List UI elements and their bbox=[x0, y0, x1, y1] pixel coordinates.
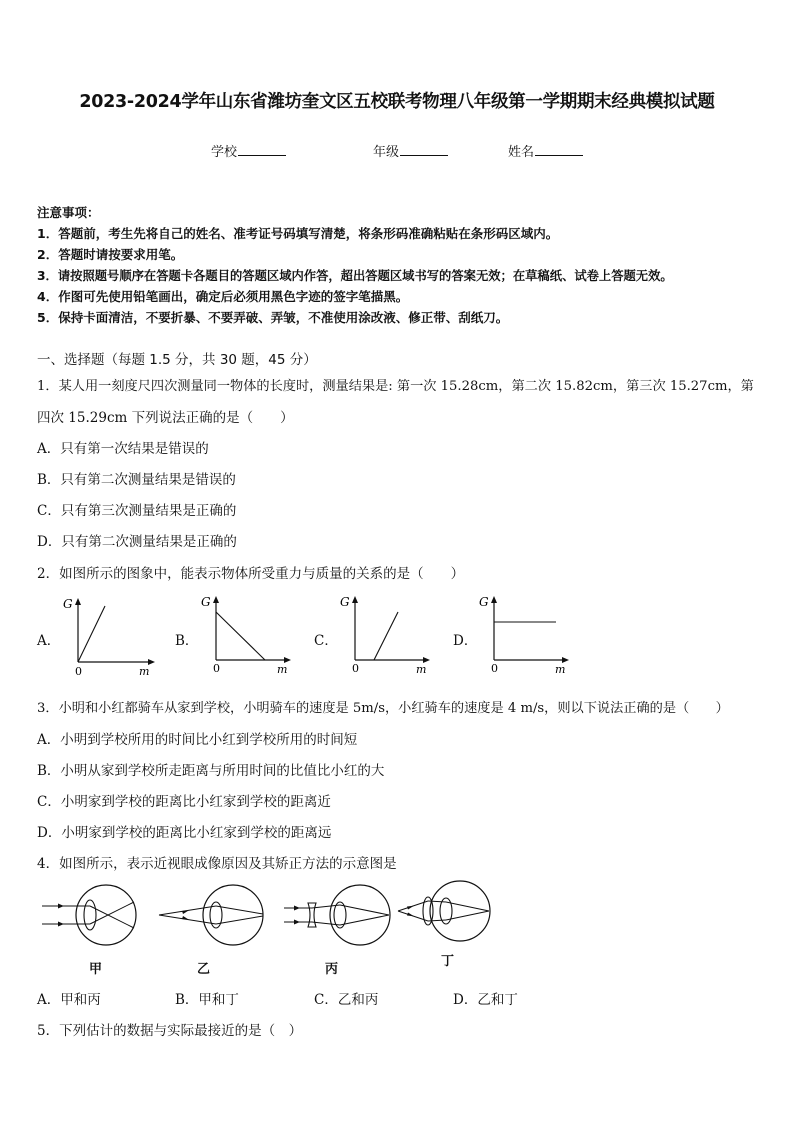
q1-option-d[interactable]: D．只有第二次测量结果是正确的 bbox=[37, 534, 237, 550]
eye-caption-bing: 丙 bbox=[325, 962, 339, 977]
graph-d-y-label: G bbox=[479, 595, 489, 609]
eye-lens bbox=[84, 900, 96, 930]
q1-option-c[interactable]: C．只有第三次测量结果是正确的 bbox=[37, 503, 237, 519]
graph-a bbox=[60, 596, 160, 680]
eye-ball bbox=[203, 885, 263, 945]
q2-option-d-label[interactable]: D． bbox=[453, 633, 478, 649]
graph-c-x-label: m bbox=[416, 663, 427, 676]
ray bbox=[216, 906, 263, 914]
graph-c-y-arrow bbox=[352, 596, 358, 603]
name-field bbox=[508, 141, 583, 160]
name-blank[interactable] bbox=[535, 142, 583, 156]
eye-ball bbox=[330, 885, 390, 945]
q3-option-d[interactable]: D．小明家到学校的距离比小红家到学校的距离远 bbox=[37, 825, 332, 841]
q1-option-a[interactable]: A．只有第一次结果是错误的 bbox=[37, 441, 209, 457]
eye-caption-ding: 丁 bbox=[441, 954, 455, 969]
ray bbox=[428, 920, 446, 921]
q5-stem: 5．下列估计的数据与实际最接近的是（ ） bbox=[37, 1023, 303, 1039]
grade-label: 年级 bbox=[373, 145, 400, 160]
note-item: 2．答题时请按要求用笔。 bbox=[37, 247, 184, 262]
note-item: 4．作图可先使用铅笔画出，确定后必须用黑色字迹的签字笔描黑。 bbox=[37, 289, 409, 304]
ray bbox=[90, 906, 134, 928]
note-item: 3．请按照题号顺序在答题卡各题目的答题区域内作答，超出答题区域书写的答案无效；在草稿纸、试卷上答题无效。 bbox=[37, 269, 673, 283]
graph-a-line bbox=[78, 606, 105, 662]
q2-stem: 2．如图所示的图象中，能表示物体所受重力与质量的关系的是（ ） bbox=[37, 566, 465, 582]
eye-caption-yi: 乙 bbox=[197, 962, 211, 977]
q1-stem-line2: 四次 15.29cm 下列说法正确的是（ ） bbox=[37, 410, 294, 426]
ray-arrow bbox=[294, 920, 300, 925]
grade-blank[interactable] bbox=[400, 142, 448, 156]
graph-c-line bbox=[374, 612, 398, 660]
eye-diagram-yi bbox=[155, 884, 267, 950]
q4-option-b[interactable]: B．甲和丁 bbox=[175, 992, 239, 1008]
ray-arrow bbox=[58, 922, 64, 927]
ray-arrow bbox=[407, 906, 414, 910]
q3-option-c[interactable]: C．小明家到学校的距离比小红家到学校的距离近 bbox=[37, 794, 331, 810]
school-blank[interactable] bbox=[238, 142, 286, 156]
note-item: 1．答题前，考生先将自己的姓名、准考证号码填写清楚，将条形码准确粘贴在条形码区域内。 bbox=[37, 226, 559, 241]
section-heading: 一、选择题（每题 1.5 分，共 30 题，45 分） bbox=[37, 352, 317, 368]
graph-b-origin: 0 bbox=[213, 662, 220, 675]
q4-stem: 4．如图所示，表示近视眼成像原因及其矫正方法的示意图是 bbox=[37, 856, 397, 872]
school-field bbox=[211, 141, 286, 160]
graph-a-origin: 0 bbox=[75, 665, 82, 678]
graph-b-line bbox=[216, 612, 265, 660]
ray bbox=[216, 916, 263, 924]
note-item: 5．保持卡面清洁，不要折暴、不要弄破、弄皱，不准使用涂改液、修正带、刮纸刀。 bbox=[37, 310, 509, 325]
graph-d-y-arrow bbox=[491, 596, 497, 603]
eye-ball bbox=[76, 885, 136, 945]
q2-option-c-label[interactable]: C． bbox=[314, 633, 338, 649]
q1-option-b[interactable]: B．只有第二次测量结果是错误的 bbox=[37, 472, 236, 488]
graph-b-x-label: m bbox=[277, 663, 288, 676]
eye-diagram-bing bbox=[282, 884, 394, 950]
graph-c-y-label: G bbox=[340, 595, 350, 609]
ray bbox=[340, 915, 389, 925]
notes-heading: 注意事项： bbox=[37, 205, 100, 220]
q2-option-b-label[interactable]: B． bbox=[175, 633, 199, 649]
q3-stem: 3．小明和小红都骑车从家到学校，小明骑车的速度是 5m/s，小红骑车的速度是 4 m/s，则以下说法正确的是（ ） bbox=[37, 701, 729, 716]
concave-lens bbox=[308, 903, 316, 927]
q2-option-a-label[interactable]: A． bbox=[37, 633, 61, 649]
graph-d bbox=[476, 594, 576, 678]
ray bbox=[428, 901, 446, 902]
graph-d-origin: 0 bbox=[491, 662, 498, 675]
ray-arrow bbox=[58, 904, 64, 909]
eye-ball bbox=[430, 881, 490, 941]
eye-lens bbox=[210, 902, 222, 928]
graph-c-origin: 0 bbox=[352, 662, 359, 675]
name-label: 姓名 bbox=[508, 145, 535, 160]
graph-a-y-label: G bbox=[63, 597, 73, 611]
graph-b bbox=[198, 594, 298, 678]
ray bbox=[340, 905, 389, 915]
eye-diagram-jia bbox=[40, 884, 146, 950]
q1-stem-line1: 1．某人用一刻度尺四次测量同一物体的长度时，测量结果是: 第一次 15.28cm，第二次 15.82cm，第三次 15.27cm，第 bbox=[37, 379, 754, 394]
school-label: 学校 bbox=[211, 145, 238, 160]
q3-option-a[interactable]: A．小明到学校所用的时间比小红到学校所用的时间短 bbox=[37, 732, 358, 748]
q4-option-d[interactable]: D．乙和丁 bbox=[453, 992, 518, 1008]
graph-b-y-label: G bbox=[201, 595, 211, 609]
graph-d-x-label: m bbox=[555, 663, 566, 676]
q4-option-c[interactable]: C．乙和丙 bbox=[314, 992, 379, 1008]
ray-arrow bbox=[407, 913, 414, 917]
graph-b-y-arrow bbox=[213, 596, 219, 603]
grade-field bbox=[373, 141, 448, 160]
graph-a-x-label: m bbox=[139, 665, 150, 678]
eye-caption-jia: 甲 bbox=[89, 962, 103, 977]
eye-diagram-ding bbox=[396, 878, 496, 944]
q4-option-a[interactable]: A．甲和丙 bbox=[37, 992, 101, 1008]
page-title: 2023-2024学年山东省潍坊奎文区五校联考物理八年级第一学期期末经典模拟试题 bbox=[79, 92, 715, 112]
ray-arrow bbox=[294, 906, 300, 911]
q3-option-b[interactable]: B．小明从家到学校所走距离与所用时间的比值比小红的大 bbox=[37, 763, 385, 779]
ray bbox=[90, 902, 134, 924]
graph-a-y-arrow bbox=[75, 598, 81, 605]
graph-c bbox=[337, 594, 437, 678]
